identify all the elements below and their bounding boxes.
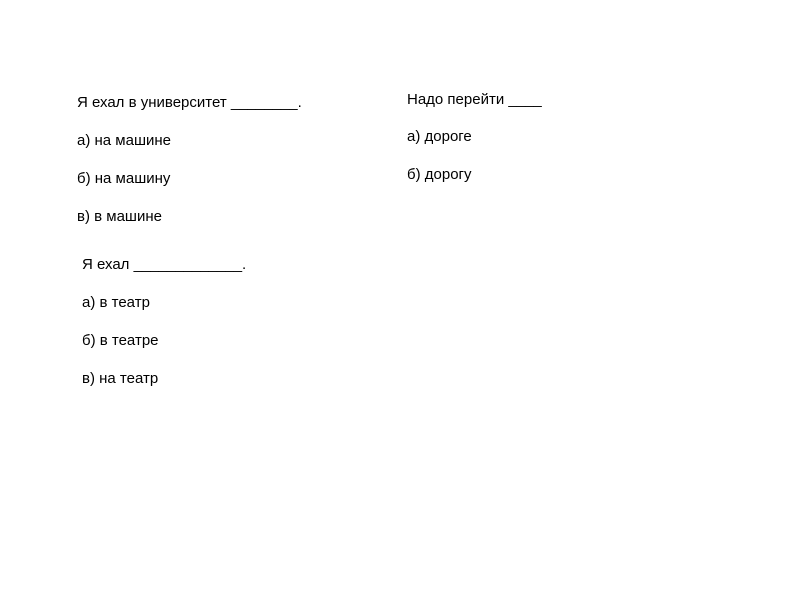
question-3-option-b: б) в театре bbox=[82, 332, 159, 349]
question-2-prompt: Надо перейти ____ bbox=[407, 91, 542, 108]
question-1-option-b: б) на машину bbox=[77, 170, 171, 187]
question-3-option-a: а) в театр bbox=[82, 294, 150, 311]
question-1-option-a: а) на машине bbox=[77, 132, 171, 149]
question-2-option-b: б) дорогу bbox=[407, 166, 472, 183]
question-3-prompt: Я ехал _____________. bbox=[82, 256, 247, 273]
question-1-prompt: Я ехал в университет ________. bbox=[77, 94, 302, 111]
question-1-option-c: в) в машине bbox=[77, 208, 162, 225]
question-3-option-c: в) на театр bbox=[82, 370, 159, 387]
question-2-option-a: а) дороге bbox=[407, 128, 472, 145]
